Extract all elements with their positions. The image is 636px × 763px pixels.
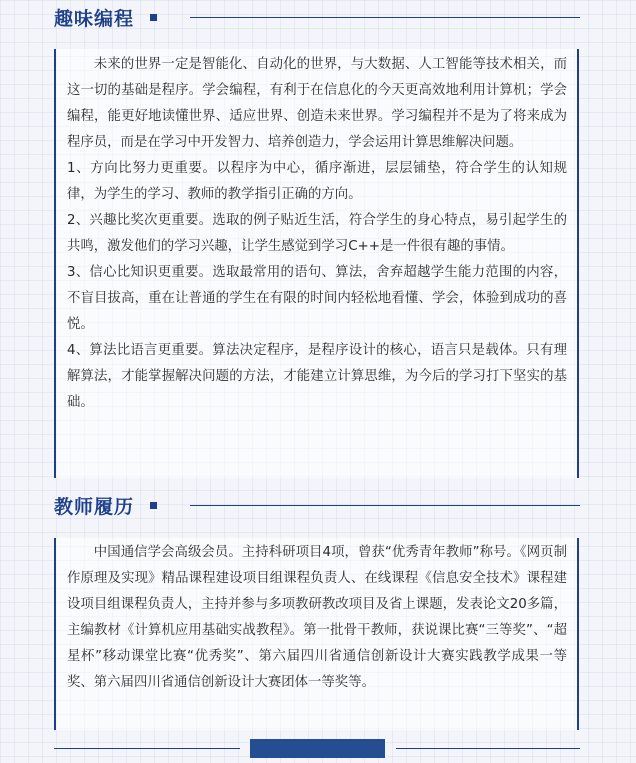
point-paragraph: 1、方向比努力更重要。以程序为中心，循序渐进，层层铺垫，符合学生的认知规律，为学生的学习、教师的教学指引正确的方向。: [67, 161, 567, 202]
footer-bar: [250, 739, 385, 758]
square-bullet-icon: [150, 502, 157, 509]
section-title: 趣味编程: [54, 7, 135, 30]
content-panel-teacher-resume: [54, 538, 579, 730]
content-panel-fun-programming: [54, 49, 579, 478]
point-paragraph: 4、算法比语言更重要。算法决定程序，是程序设计的核心，语言只是载体。只有理解算法，才能掌握解决问题的方法，才能建立计算思维，为今后的学习打下坚实的基础。: [67, 343, 567, 410]
point-paragraph: 2、兴趣比奖次更重要。选取的例子贴近生活，符合学生的身心特点，易引起学生的共鸣，激发他们的学习兴趣，让学生感觉到学习C++是一件很有趣的事情。: [67, 213, 567, 254]
header-divider: [190, 505, 580, 506]
section-header-teacher-resume: [54, 491, 157, 519]
footer-divider-left: [54, 748, 240, 749]
header-divider: [190, 17, 580, 18]
section-title: 教师履历: [54, 495, 135, 518]
footer-divider-right: [396, 748, 580, 749]
square-bullet-icon: [150, 14, 157, 21]
point-paragraph: 3、信心比知识更重要。选取最常用的语句、算法，舍弃超越学生能力范围的内容，不盲目拔高，重在让普通的学生在有限的时间内轻松地看懂、学会，体验到成功的喜悦。: [67, 265, 567, 332]
resume-paragraph: 中国通信学会高级会员。主持科研项目4项，曾获“优秀青年教师”称号。《网页制作原理及实现》精品课程建设项目组课程负责人、在线课程《信息安全技术》课程建设项目组课程负责人，主持并参与多项教研教改项目及省上课题，发表论文20多篇，主编教材《计算机应用基础实战教程》。第一批骨干教师，获说课比赛“三等奖”、“超星杯”移动课堂比赛“优秀奖”、第六届四川省通信创新设计大赛实践教学成果一等奖、第六届四川省通信创新设计大赛团体一等奖等。: [67, 545, 567, 690]
section-header-fun-programming: [54, 3, 157, 31]
intro-paragraph: 未来的世界一定是智能化、自动化的世界，与大数据、人工智能等技术相关，而这一切的基础是程序。学会编程，有利于在信息化的今天更高效地利用计算机；学会编程，能更好地读懂世界、适应世界、创造未来世界。学习编程并不是为了将来成为程序员，而是在学习中开发智力、培养创造力，学会运用计算思维解决问题。: [67, 57, 567, 150]
